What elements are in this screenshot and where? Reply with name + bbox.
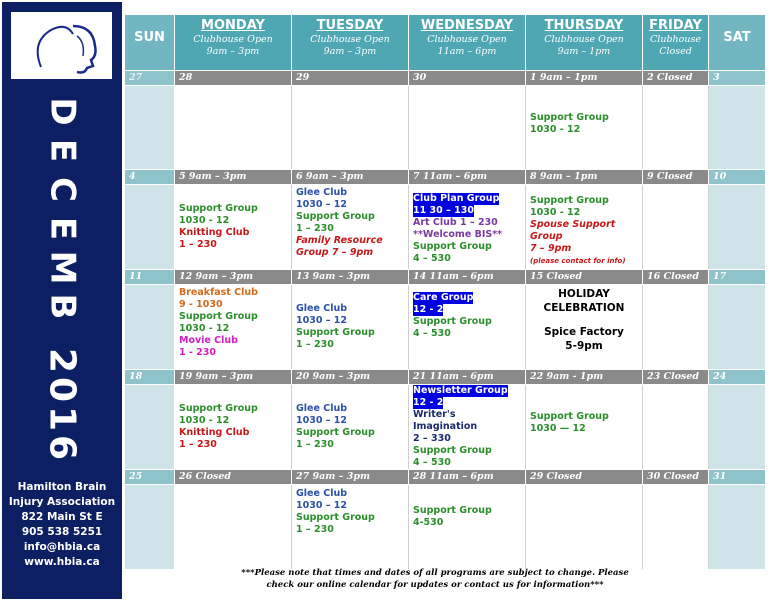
date-label-mon: 12 9am – 3pm bbox=[175, 270, 292, 285]
day-cell-sun[interactable] bbox=[125, 485, 175, 570]
month-letter: D bbox=[42, 97, 83, 126]
day-cell-thu[interactable] bbox=[526, 285, 643, 370]
org-website[interactable]: www.hbia.ca bbox=[24, 556, 100, 568]
org-contact-info bbox=[2, 480, 122, 570]
date-label-fri: 2 Closed bbox=[643, 71, 709, 86]
event-line: **Welcome BIS** bbox=[413, 229, 503, 240]
date-label-wed: 30 bbox=[409, 71, 526, 86]
date-label-tue: 27 9am – 3pm bbox=[292, 470, 409, 485]
org-email[interactable]: info@hbia.ca bbox=[23, 541, 101, 553]
week-events-row bbox=[125, 385, 766, 470]
day-cell-wed[interactable] bbox=[409, 86, 526, 170]
calendar-grid bbox=[124, 14, 766, 570]
header-sun: SUN bbox=[125, 15, 175, 71]
event-line: Support Group bbox=[530, 195, 609, 206]
event-line: Writer's Imagination bbox=[413, 409, 478, 432]
day-cell-fri[interactable] bbox=[643, 385, 709, 470]
date-label-sun: 18 bbox=[125, 370, 175, 385]
org-name-line: Injury Association bbox=[8, 496, 116, 508]
org-phone[interactable]: 905 538 5251 bbox=[21, 526, 103, 538]
event-line: Glee Club bbox=[296, 403, 348, 414]
event-line: 1 – 230 bbox=[179, 239, 217, 250]
event-line: 2 – 330 bbox=[413, 433, 451, 444]
day-cell-tue[interactable] bbox=[292, 285, 409, 370]
date-label-thu: 29 Closed bbox=[526, 470, 643, 485]
date-label-sat: 17 bbox=[709, 270, 766, 285]
week-date-row bbox=[125, 270, 766, 285]
week-events-row bbox=[125, 485, 766, 570]
event-line: Support Group bbox=[296, 512, 375, 523]
event-line: 12 - 2 bbox=[413, 304, 444, 315]
date-label-wed: 7 11am – 6pm bbox=[409, 170, 526, 185]
day-cell-sun[interactable] bbox=[125, 185, 175, 270]
month-vertical-title bbox=[2, 92, 122, 326]
date-label-fri: 30 Closed bbox=[643, 470, 709, 485]
org-address: 822 Main St E bbox=[21, 511, 103, 523]
event-line: 1030 – 12 bbox=[296, 415, 348, 426]
holiday-line: CELEBRATION bbox=[543, 302, 625, 314]
event-line: 1 – 230 bbox=[296, 223, 334, 234]
day-cell-sat[interactable] bbox=[709, 485, 766, 570]
month-letter: E bbox=[42, 138, 83, 163]
event-line: Knitting Club bbox=[179, 227, 250, 238]
day-cell-sat[interactable] bbox=[709, 285, 766, 370]
day-cell-thu[interactable] bbox=[526, 86, 643, 170]
event-line: Support Group bbox=[530, 411, 609, 422]
event-line: 1030 - 12 bbox=[179, 215, 230, 226]
event-line: Family Resource bbox=[296, 235, 383, 246]
event-line: Support Group bbox=[179, 203, 258, 214]
day-cell-mon[interactable] bbox=[175, 86, 292, 170]
day-cell-fri[interactable] bbox=[643, 285, 709, 370]
event-line: Support Group bbox=[413, 241, 492, 252]
event-line: 1030 - 12 bbox=[530, 124, 581, 135]
date-label-sun: 25 bbox=[125, 470, 175, 485]
event-line: Group 7 – 9pm bbox=[296, 247, 374, 258]
header-monday: MONDAY Clubhouse Open 9am – 3pm bbox=[175, 15, 292, 71]
date-label-mon: 19 9am – 3pm bbox=[175, 370, 292, 385]
holiday-line: Spice Factory bbox=[544, 326, 624, 338]
day-cell-wed[interactable] bbox=[409, 385, 526, 470]
date-label-mon: 5 9am – 3pm bbox=[175, 170, 292, 185]
day-cell-mon[interactable] bbox=[175, 285, 292, 370]
day-cell-thu[interactable] bbox=[526, 385, 643, 470]
date-label-fri: 16 Closed bbox=[643, 270, 709, 285]
year-digit: 6 bbox=[41, 434, 83, 461]
date-label-fri: 23 Closed bbox=[643, 370, 709, 385]
event-line: Spouse Support Group bbox=[530, 219, 616, 242]
date-label-fri: 9 Closed bbox=[643, 170, 709, 185]
event-line: Support Group bbox=[296, 211, 375, 222]
event-line: 1 – 230 bbox=[296, 439, 334, 450]
day-cell-fri[interactable] bbox=[643, 485, 709, 570]
month-letter: E bbox=[42, 216, 83, 241]
day-cell-tue[interactable] bbox=[292, 185, 409, 270]
week-date-row bbox=[125, 71, 766, 86]
event-line: 1 – 230 bbox=[296, 524, 334, 535]
event-line: 1 – 230 bbox=[179, 439, 217, 450]
day-cell-mon[interactable] bbox=[175, 185, 292, 270]
hbia-logo bbox=[11, 12, 112, 79]
year-vertical-title bbox=[2, 346, 122, 462]
month-letter: C bbox=[42, 177, 83, 202]
month-letter: B bbox=[42, 293, 83, 320]
day-cell-sun[interactable] bbox=[125, 86, 175, 170]
date-label-sat: 31 bbox=[709, 470, 766, 485]
event-line: 1030 — 12 bbox=[530, 423, 586, 434]
header-wednesday: WEDNESDAY Clubhouse Open 11am – 6pm bbox=[409, 15, 526, 71]
date-label-tue: 13 9am – 3pm bbox=[292, 270, 409, 285]
header-tuesday: TUESDAY Clubhouse Open 9am – 3pm bbox=[292, 15, 409, 71]
event-line: Support Group bbox=[179, 403, 258, 414]
day-cell-fri[interactable] bbox=[643, 185, 709, 270]
year-digit: 2 bbox=[41, 347, 83, 374]
event-line: Glee Club bbox=[296, 187, 348, 198]
week-date-row bbox=[125, 470, 766, 485]
date-label-wed: 14 11am – 6pm bbox=[409, 270, 526, 285]
month-letter: M bbox=[42, 250, 83, 285]
event-line: Support Group bbox=[530, 112, 609, 123]
event-line: 1 – 230 bbox=[296, 339, 334, 350]
date-label-mon: 28 bbox=[175, 71, 292, 86]
day-cell-mon[interactable] bbox=[175, 385, 292, 470]
header-thursday: THURSDAY Clubhouse Open 9am – 1pm bbox=[526, 15, 643, 71]
date-label-thu: 15 Closed bbox=[526, 270, 643, 285]
event-line: (please contact for info) bbox=[530, 257, 626, 265]
event-line: Glee Club bbox=[296, 303, 348, 314]
event-line: 4-530 bbox=[413, 517, 444, 528]
day-cell-tue[interactable] bbox=[292, 385, 409, 470]
event-line: Newsletter Group bbox=[413, 385, 508, 396]
day-cell-mon[interactable] bbox=[175, 485, 292, 570]
event-line: Support Group bbox=[413, 445, 492, 456]
day-cell-sat[interactable] bbox=[709, 185, 766, 270]
event-line: 4 – 530 bbox=[413, 328, 451, 339]
date-label-sun: 11 bbox=[125, 270, 175, 285]
week-events-row bbox=[125, 86, 766, 170]
event-line: Support Group bbox=[413, 505, 492, 516]
day-cell-thu[interactable] bbox=[526, 485, 643, 570]
event-line: Club Plan Group bbox=[413, 193, 500, 204]
holiday-line: HOLIDAY bbox=[558, 288, 610, 300]
header-friday: FRIDAY Clubhouse Closed bbox=[643, 15, 709, 71]
event-line: 1030 - 12 bbox=[179, 415, 230, 426]
date-label-thu: 22 9am - 1pm bbox=[526, 370, 643, 385]
event-line: Support Group bbox=[413, 316, 492, 327]
disclaimer-note: ***Please note that times and dates of all programs are subject to change. Please check our online calendar for updates or contact us for information*** bbox=[241, 568, 629, 590]
event-line: 9 - 1030 bbox=[179, 299, 223, 310]
week-events-row bbox=[125, 185, 766, 270]
day-cell-wed[interactable] bbox=[409, 485, 526, 570]
sidebar bbox=[2, 2, 122, 599]
day-cell-wed[interactable] bbox=[409, 285, 526, 370]
week-events-row bbox=[125, 285, 766, 370]
date-label-tue: 29 bbox=[292, 71, 409, 86]
date-label-sun: 27 bbox=[125, 71, 175, 86]
org-name-line: Hamilton Brain bbox=[17, 481, 107, 493]
day-cell-thu[interactable] bbox=[526, 185, 643, 270]
year-digit: 1 bbox=[41, 405, 83, 432]
day-cell-wed[interactable] bbox=[409, 185, 526, 270]
date-label-wed: 28 11am – 6pm bbox=[409, 470, 526, 485]
event-line: 4 – 530 bbox=[413, 253, 451, 264]
day-cell-fri[interactable] bbox=[643, 86, 709, 170]
event-line: 1030 – 12 bbox=[296, 315, 348, 326]
date-label-sat: 24 bbox=[709, 370, 766, 385]
event-line: Breakfast Club bbox=[179, 287, 258, 298]
day-cell-sat[interactable] bbox=[709, 86, 766, 170]
day-cell-sun[interactable] bbox=[125, 285, 175, 370]
date-label-sat: 3 bbox=[709, 71, 766, 86]
event-line: Support Group bbox=[179, 311, 258, 322]
event-line: 1030 – 12 bbox=[296, 500, 348, 511]
event-line: 1030 - 12 bbox=[530, 207, 581, 218]
event-line: 11 30 – 130 bbox=[413, 205, 474, 216]
date-label-sat: 10 bbox=[709, 170, 766, 185]
week-date-row bbox=[125, 370, 766, 385]
date-label-tue: 6 9am – 3pm bbox=[292, 170, 409, 185]
date-label-mon: 26 Closed bbox=[175, 470, 292, 485]
holiday-line: 5-9pm bbox=[565, 340, 603, 352]
event-line: 4 – 530 bbox=[413, 457, 451, 468]
holiday-line bbox=[530, 315, 638, 325]
day-cell-sat[interactable] bbox=[709, 385, 766, 470]
event-line: Support Group bbox=[296, 327, 375, 338]
event-line: Knitting Club bbox=[179, 427, 250, 438]
event-line: 7 – 9pm bbox=[530, 243, 572, 254]
weekday-header bbox=[125, 15, 766, 71]
event-line: Glee Club bbox=[296, 488, 348, 499]
event-line: Movie Club bbox=[179, 335, 238, 346]
event-line: 12 - 2 bbox=[413, 397, 444, 408]
event-line: 1 - 230 bbox=[179, 347, 216, 358]
date-label-wed: 21 11am – 6pm bbox=[409, 370, 526, 385]
event-line: Art Club 1 – 230 bbox=[413, 217, 498, 228]
event-line: 1030 - 12 bbox=[179, 323, 230, 334]
event-line: 1030 – 12 bbox=[296, 199, 348, 210]
header-sat: SAT bbox=[709, 15, 766, 71]
week-date-row bbox=[125, 170, 766, 185]
event-line: Support Group bbox=[296, 427, 375, 438]
event-line: Care Group bbox=[413, 292, 474, 303]
date-label-thu: 1 9am – 1pm bbox=[526, 71, 643, 86]
year-digit: 0 bbox=[41, 376, 83, 403]
day-cell-tue[interactable] bbox=[292, 485, 409, 570]
day-cell-sun[interactable] bbox=[125, 385, 175, 470]
date-label-sun: 4 bbox=[125, 170, 175, 185]
date-label-tue: 20 9am – 3pm bbox=[292, 370, 409, 385]
day-cell-tue[interactable] bbox=[292, 86, 409, 170]
date-label-thu: 8 9am – 1pm bbox=[526, 170, 643, 185]
